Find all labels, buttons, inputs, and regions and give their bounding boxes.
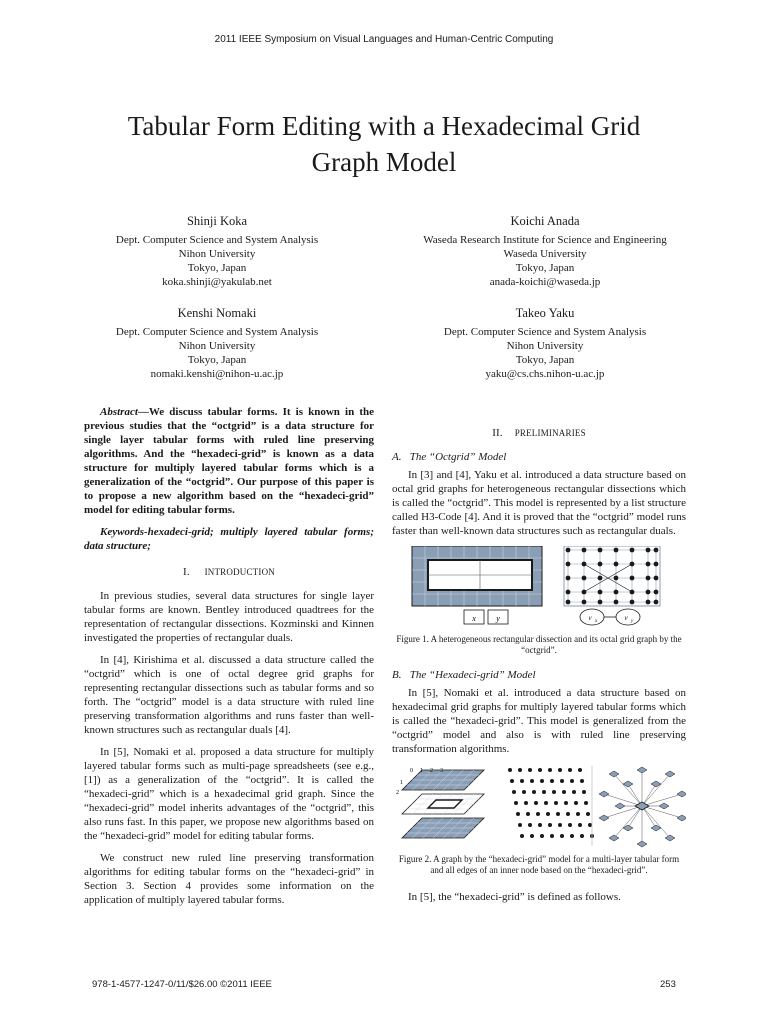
author-block-nomaki [72,306,362,381]
grid-node [550,779,554,783]
figure-2-axis-label: 2 [430,768,433,774]
closing-line: In [5], the “hexadeci-grid” is defined as follows. [408,891,621,903]
author-affiliation: Dept. Computer Science and System Analysis [443,326,647,338]
left-column [84,405,374,915]
node-edge [628,806,642,828]
figure-2-axis-label: 1 [400,780,403,786]
author-name: Shinji Koka [186,214,248,228]
author-block-yaku [400,306,690,381]
grid-node [518,823,522,827]
node-edge [642,806,670,838]
grid-node [630,600,635,605]
grid-node [614,576,619,581]
grid-node [582,576,587,581]
neighbor-cell [609,835,619,841]
grid-node [546,812,550,816]
grid-node [548,768,552,772]
intro-paragraph-3: In [5], Nomaki et al. proposed a data structure for multiply layered tabular forms such as multi-page spreadsheets (see e.g., [1]) as a generalization of the “octgrid”. It is called the “hexadeci-grid” which is a hexadecimal grid graph. Since the “hexadeci-grid” model inherits advantages of the “octgrid”, this also runs fast. In this paper, we propose new algorithms based on the “hexadeci-grid” model for editing tabular forms. [84,746,374,842]
grid-node [516,812,520,816]
grid-node [580,834,584,838]
abstract-text: —We discuss tabular forms. It is known in the previous studies that the “octgrid” is a data structure for single layer tabular forms with ruled line preserving algorithms. And the “hexadeci-grid” is known as a data structure for multiply layered tabular forms which is a generalization of the “octgrid”. Our purpose of this paper is to propose a new algorithm based on the “hexadeci-grid” model for editing tabular forms. [84,406,374,516]
grid-node [646,600,651,605]
figure-2-axis-label: 2 [396,790,399,796]
grid-node [654,600,659,605]
figure-1-label-y: y [496,614,500,623]
grid-node [522,790,526,794]
grid-node [582,600,587,605]
grid-node [560,834,564,838]
grid-node [630,590,635,595]
grid-node [550,834,554,838]
grid-node [564,801,568,805]
grid-node [614,590,619,595]
neighbor-cell [637,841,647,847]
grid-node [614,562,619,567]
title-line-1: Tabular Form Editing with a Hexadecimal Grid [127,111,641,141]
grid-node [598,562,603,567]
grid-node [614,600,619,605]
grid-node [646,576,651,581]
author-block-koka [72,214,362,289]
author-name: Koichi Anada [510,214,580,228]
neighbor-cell [665,771,675,777]
author-location: Tokyo, Japan [515,354,575,366]
grid-node [614,548,619,553]
grid-node [560,779,564,783]
grid-node [654,562,659,567]
grid-node [526,812,530,816]
section-heading-preliminaries [392,426,686,440]
grid-node [654,576,659,581]
grid-node [532,790,536,794]
grid-node [556,812,560,816]
grid-node [582,590,587,595]
node-edge [604,794,642,806]
grid-node [540,779,544,783]
inner-node [635,802,649,810]
figure-1-node-y [488,610,508,624]
author-email[interactable]: anada-koichi@waseda.jp [489,276,601,288]
grid-node [580,779,584,783]
grid-node [598,548,603,553]
node-edge [642,806,656,828]
grid-node [558,768,562,772]
grid-node [646,548,651,553]
neighbor-cell [599,791,609,797]
grid-node [566,812,570,816]
grid-node [598,600,603,605]
paper-title [84,108,684,180]
neighbor-cell [599,815,609,821]
grid-node [538,823,542,827]
conference-header: 2011 IEEE Symposium on Visual Languages and Human-Centric Computing [214,34,554,45]
octgrid-paragraph: In [3] and [4], Yaku et al. introduced a data structure based on octal grid graphs for heterogeneous rectangular dissections which is called the “octgrid”. This model is represented by a list structure called H3-Code [4]. And it is proved that the “octgrid” model runs faster than well-known data structures such as rectangular duals. [392,469,686,537]
subsection-octgrid [392,450,686,464]
neighbor-cell [677,815,686,821]
grid-node [568,768,572,772]
figure-2-axis-label: 0 [410,768,413,774]
grid-node [566,548,571,553]
grid-node [582,790,586,794]
subsection-title: The “Octgrid” Model [409,451,507,463]
grid-node [566,576,571,581]
grid-node [566,562,571,567]
grid-node [554,801,558,805]
grid-node [570,779,574,783]
grid-node [574,801,578,805]
figure-1-caption: Figure 1. A heterogeneous rectangular dissection and its octal grid graph by the “octgrid”. [396,634,682,655]
grid-node [570,834,574,838]
author-email[interactable]: yaku@cs.chs.nihon-u.ac.jp [485,368,605,380]
multi-layer-tabular-form [402,770,484,838]
hexadeci-grid-graph [508,766,594,846]
node-edge [604,806,642,818]
grid-node [552,790,556,794]
grid-node [514,801,518,805]
author-university: Nihon University [178,340,256,352]
grid-node [568,823,572,827]
octal-grid-graph [564,546,660,606]
page-number: 253 [660,979,676,990]
figure-2-axis-label: 1 [420,768,423,774]
subsection-title: The “Hexadeci-grid” Model [409,669,536,681]
section-title: PRELIMINARIES [514,428,586,438]
grid-node [646,562,651,567]
grid-node [576,812,580,816]
grid-node [540,834,544,838]
grid-node [512,790,516,794]
figure-1-node-vx [580,609,604,625]
author-university: Waseda University [503,248,587,260]
keywords: Keywords-hexadeci-grid; multiply layered tabular forms; data structure; [84,526,374,552]
grid-node [630,562,635,567]
rectangular-dissection [412,546,542,606]
grid-node [534,801,538,805]
grid-node [510,779,514,783]
author-affiliation: Dept. Computer Science and System Analysis [115,326,319,338]
figure-2 [392,764,686,848]
grid-node [578,823,582,827]
grid-node [538,768,542,772]
author-affiliation: Dept. Computer Science and System Analysis [115,234,319,246]
inner-node-edges [599,767,686,847]
author-location: Tokyo, Japan [187,354,247,366]
author-email[interactable]: koka.shinji@yakulab.net [162,276,272,288]
title-line-2: Graph Model [311,147,457,177]
abstract-label: Abstract [100,406,138,418]
grid-node [584,801,588,805]
grid-node [582,562,587,567]
grid-node [558,823,562,827]
figure-1-label-vx: v [588,614,592,622]
grid-node [518,768,522,772]
intro-paragraph-1: In previous studies, several data structures for single layer tabular forms are known. Bentley introduced quadtrees for the representation of rectangular dissections. Kozminski and Kinnen investigated the properties of rectangular duals. [84,590,374,644]
node-edge [642,774,670,806]
neighbor-cell [637,767,647,773]
author-name: Takeo Yaku [515,306,575,320]
figure-1 [392,546,686,628]
subsection-label: B. [392,669,402,681]
figure-1-label-vy: v [624,614,628,622]
grid-node [654,590,659,595]
figure-1-node-vy [616,609,640,625]
grid-node [582,548,587,553]
grid-node [544,801,548,805]
grid-node [528,768,532,772]
hexgrid-paragraph: In [5], Nomaki et al. introduced a data structure based on hexadecimal grid graphs for multiply layered tabular forms which is called the “hexadeci-grid”. This model is generalized from the “octgrid” model and also is with ruled line preserving transformation algorithms. [392,687,686,755]
author-location: Tokyo, Japan [187,262,247,274]
figure-2-diagram [392,764,686,848]
grid-node [630,548,635,553]
grid-node [520,834,524,838]
intro-paragraph-2: In [4], Kirishima et al. discussed a data structure called the “octgrid” which is one of octal degree grid graphs for representing rectangular dissections such as tabular forms and so forth. The “octgrid” model is a data structure with ruled line preserving transformation algorithms and runs faster than well-known structures such as rectangular duals [4]. [84,654,374,736]
node-edge [614,774,642,806]
grid-node [536,812,540,816]
grid-node [530,779,534,783]
neighbor-cell [659,803,669,809]
figure-2-axis-label: 3 [440,768,443,774]
grid-node [520,779,524,783]
neighbor-cell [677,791,686,797]
grid-node [646,590,651,595]
grid-node [562,790,566,794]
section-title: INTRODUCTION [204,567,275,577]
footer-copyright: 978-1-4577-1247-0/11/$26.00 ©2011 IEEE [92,979,272,990]
author-location: Tokyo, Japan [515,262,575,274]
right-column [392,414,686,912]
node-edge [614,806,642,838]
grid-node [530,834,534,838]
section-heading-introduction [84,565,374,579]
intro-paragraph-4: We construct new ruled line preserving transformation algorithms for editing tabular forms on the “hexadeci-grid” in Section 3. Section 4 provides some information on the application of multiply layered tabular forms. [84,852,374,906]
grid-node [598,590,603,595]
subsection-label: A. [392,451,402,463]
author-email[interactable]: nomaki.kenshi@nihon-u.ac.jp [150,368,284,380]
author-name: Kenshi Nomaki [177,306,257,320]
grid-node [630,576,635,581]
neighbor-cell [609,771,619,777]
figure-1-diagram [392,546,686,628]
grid-node [566,600,571,605]
figure-1-label-vy-sub: y [631,619,634,624]
author-university: Nihon University [178,248,256,260]
section-number: II. [492,427,503,439]
grid-node [654,548,659,553]
figure-2-caption: Figure 2. A graph by the “hexadeci-grid” model for a multi-layer tabular form and all edges of an inner node based on the “hexadeci-grid”. [398,854,680,875]
grid-node [566,590,571,595]
grid-node [542,790,546,794]
neighbor-cell [615,803,625,809]
subsection-hexadeci-grid [392,668,686,682]
figure-1-label-x: x [472,614,476,623]
grid-node [548,823,552,827]
grid-node [578,768,582,772]
abstract [84,405,374,517]
figure-1-label-vx-sub: x [595,619,598,624]
node-edge [642,784,656,806]
author-affiliation: Waseda Research Institute for Science and Engineering [423,234,667,246]
grid-node [588,823,592,827]
figure-1-node-x [464,610,484,624]
grid-node [524,801,528,805]
grid-node [508,768,512,772]
grid-node [528,823,532,827]
grid-node [572,790,576,794]
grid-node [586,812,590,816]
author-block-anada [400,214,690,289]
neighbor-cell [665,835,675,841]
author-university: Nihon University [506,340,584,352]
section-number: I. [183,566,190,578]
node-edge [628,784,642,806]
grid-node [598,576,603,581]
